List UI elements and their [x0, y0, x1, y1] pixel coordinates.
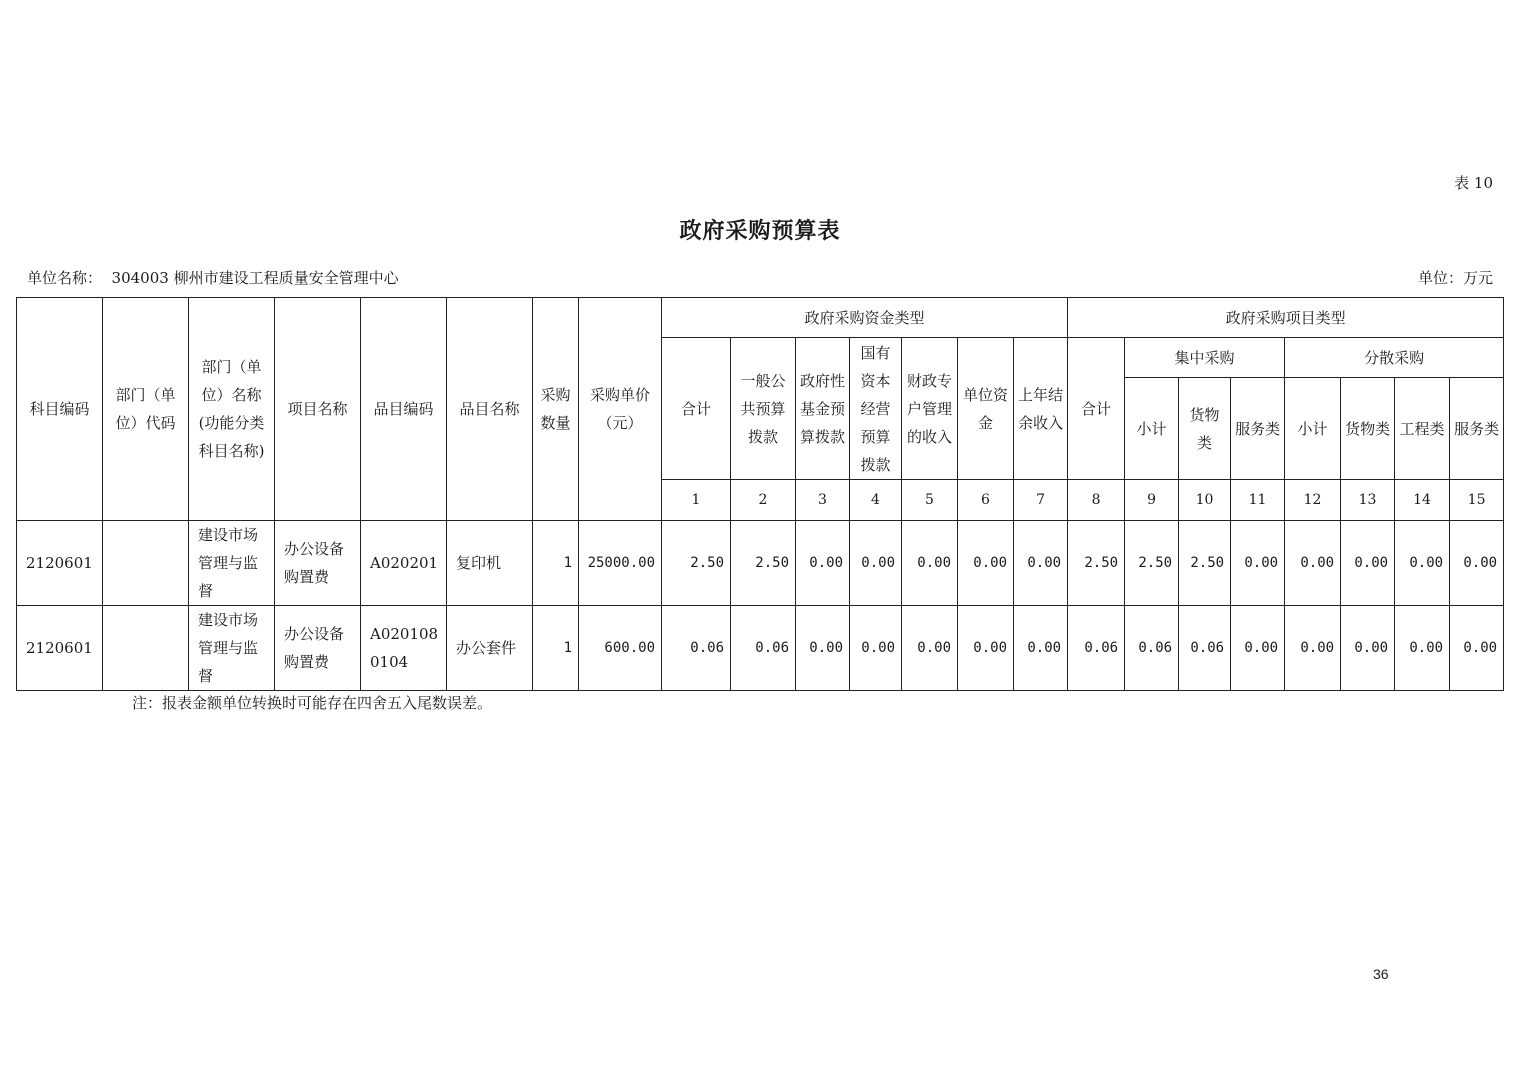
procurement-budget-table — [16, 297, 1504, 691]
header-d-services: 服务类 — [1450, 378, 1504, 480]
column-number: 3 — [796, 480, 850, 521]
column-number: 2 — [731, 480, 796, 521]
column-number: 8 — [1068, 480, 1125, 521]
column-number: 13 — [1341, 480, 1395, 521]
cell-item-name: 办公套件 — [447, 606, 533, 691]
cell-value: 2.50 — [662, 521, 731, 606]
cell-value: 0.00 — [1285, 521, 1341, 606]
cell-value: 0.00 — [1395, 521, 1450, 606]
cell-item-name: 复印机 — [447, 521, 533, 606]
cell-item-code: A0201080104 — [361, 606, 447, 691]
header-quantity: 采购数量 — [533, 298, 579, 521]
table-number: 表 10 — [1454, 174, 1493, 192]
cell-value: 0.00 — [902, 521, 958, 606]
cell-value: 0.06 — [731, 606, 796, 691]
header-d-subtotal: 小计 — [1285, 378, 1341, 480]
column-number: 12 — [1285, 480, 1341, 521]
header-project-name: 项目名称 — [275, 298, 361, 521]
header-project-type: 政府采购项目类型 — [1068, 298, 1504, 338]
header-unit-funds: 单位资金 — [958, 338, 1014, 480]
cell-item-code: A020201 — [361, 521, 447, 606]
cell-unit-price: 25000.00 — [579, 521, 662, 606]
cell-value: 0.06 — [1179, 606, 1231, 691]
table-row — [17, 521, 1504, 606]
cell-value: 0.06 — [1125, 606, 1179, 691]
cell-value: 0.00 — [850, 521, 902, 606]
cell-dept-code — [103, 606, 189, 691]
header-state-capital: 国有资本经营预算拨款 — [850, 338, 902, 480]
page-number: 36 — [1373, 966, 1389, 982]
cell-value: 0.06 — [662, 606, 731, 691]
header-project-total: 合计 — [1068, 338, 1125, 480]
cell-value: 0.00 — [1450, 606, 1504, 691]
cell-value: 0.00 — [1341, 606, 1395, 691]
header-decentralized: 分散采购 — [1285, 338, 1504, 378]
column-number: 7 — [1014, 480, 1068, 521]
cell-subject-code: 2120601 — [17, 606, 103, 691]
cell-value: 0.00 — [796, 606, 850, 691]
cell-project-name: 办公设备购置费 — [275, 521, 361, 606]
column-number: 5 — [902, 480, 958, 521]
column-number: 4 — [850, 480, 902, 521]
cell-dept-code — [103, 521, 189, 606]
column-number: 10 — [1179, 480, 1231, 521]
header-item-code: 品目编码 — [361, 298, 447, 521]
header-item-name: 品目名称 — [447, 298, 533, 521]
cell-value: 0.00 — [1231, 521, 1285, 606]
header-dept-name: 部门（单位）名称(功能分类科目名称) — [189, 298, 275, 521]
column-number: 9 — [1125, 480, 1179, 521]
column-number: 6 — [958, 480, 1014, 521]
footnote: 注：报表金额单位转换时可能存在四舍五入尾数误差。 — [132, 694, 493, 712]
cell-value: 0.00 — [1014, 606, 1068, 691]
cell-value: 0.00 — [958, 521, 1014, 606]
cell-value: 0.00 — [1014, 521, 1068, 606]
cell-value: 0.00 — [902, 606, 958, 691]
cell-quantity: 1 — [533, 606, 579, 691]
cell-value: 0.00 — [958, 606, 1014, 691]
unit-name-label: 单位名称： 304003 柳州市建设工程质量安全管理中心 — [27, 269, 399, 287]
cell-value: 0.06 — [1068, 606, 1125, 691]
cell-value: 2.50 — [1068, 521, 1125, 606]
cell-value: 0.00 — [1285, 606, 1341, 691]
currency-unit-label: 单位：万元 — [1417, 269, 1493, 287]
column-number: 14 — [1395, 480, 1450, 521]
column-number: 1 — [662, 480, 731, 521]
page-title: 政府采购预算表 — [679, 218, 841, 244]
header-d-works: 工程类 — [1395, 378, 1450, 480]
header-fund-total: 合计 — [662, 338, 731, 480]
cell-subject-code: 2120601 — [17, 521, 103, 606]
column-number: 11 — [1231, 480, 1285, 521]
header-fund-type: 政府采购资金类型 — [662, 298, 1068, 338]
cell-value: 0.00 — [1395, 606, 1450, 691]
cell-value: 0.00 — [1450, 521, 1504, 606]
header-centralized: 集中采购 — [1125, 338, 1285, 378]
cell-value: 0.00 — [1341, 521, 1395, 606]
cell-value: 2.50 — [1125, 521, 1179, 606]
cell-quantity: 1 — [533, 521, 579, 606]
header-special-account: 财政专户管理的收入 — [902, 338, 958, 480]
cell-project-name: 办公设备购置费 — [275, 606, 361, 691]
header-c-services: 服务类 — [1231, 378, 1285, 480]
header-subject-code: 科目编码 — [17, 298, 103, 521]
column-number: 15 — [1450, 480, 1504, 521]
header-d-goods: 货物类 — [1341, 378, 1395, 480]
cell-dept-name: 建设市场管理与监督 — [189, 606, 275, 691]
header-general-budget: 一般公共预算拨款 — [731, 338, 796, 480]
header-prior-balance: 上年结余收入 — [1014, 338, 1068, 480]
header-gov-fund: 政府性基金预算拨款 — [796, 338, 850, 480]
cell-value: 2.50 — [1179, 521, 1231, 606]
header-c-goods: 货物类 — [1179, 378, 1231, 480]
cell-unit-price: 600.00 — [579, 606, 662, 691]
header-unit-price: 采购单价（元） — [579, 298, 662, 521]
header-c-subtotal: 小计 — [1125, 378, 1179, 480]
cell-value: 0.00 — [796, 521, 850, 606]
cell-value: 0.00 — [850, 606, 902, 691]
table-row — [17, 606, 1504, 691]
cell-value: 0.00 — [1231, 606, 1285, 691]
cell-dept-name: 建设市场管理与监督 — [189, 521, 275, 606]
cell-value: 2.50 — [731, 521, 796, 606]
header-dept-code: 部门（单位）代码 — [103, 298, 189, 521]
